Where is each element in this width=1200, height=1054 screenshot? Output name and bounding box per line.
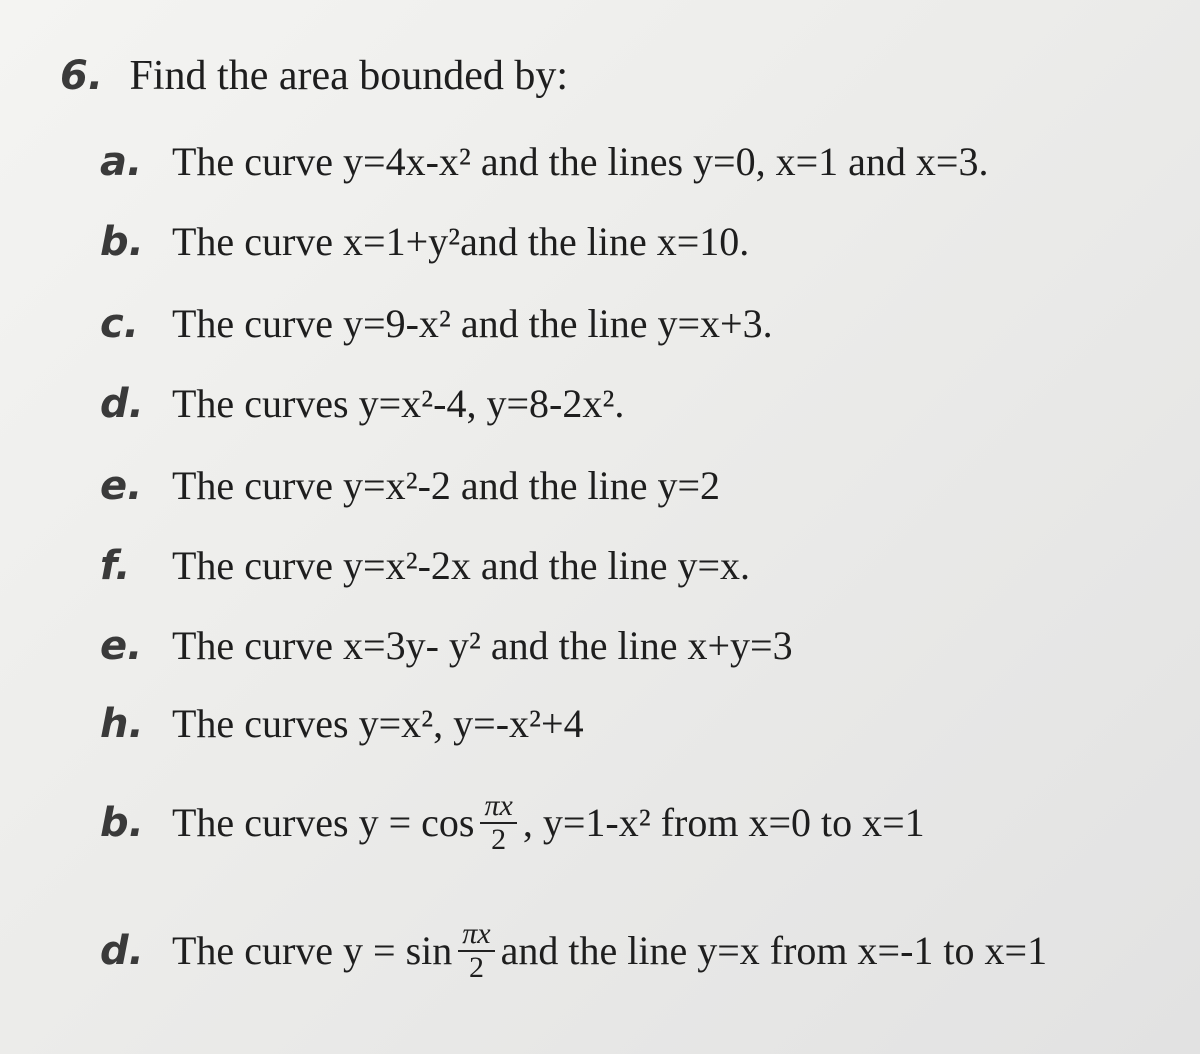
fraction bbox=[458, 918, 494, 983]
item-text-after: , y=1-x² from x=0 to x=1 bbox=[522, 800, 925, 845]
item-label: c. bbox=[100, 300, 139, 347]
item-text: The curve y=4x-x² and the lines y=0, x=1 and x=3. bbox=[172, 139, 989, 184]
list-item bbox=[100, 462, 720, 509]
item-text: The curve x=3y- y² and the line x+y=3 bbox=[172, 623, 793, 668]
item-text: The curves y=x², y=-x²+4 bbox=[172, 701, 584, 746]
fraction-denominator: 2 bbox=[468, 950, 484, 984]
fraction-numerator: πx bbox=[480, 790, 516, 824]
item-label: d. bbox=[100, 380, 144, 427]
list-item bbox=[100, 918, 1047, 983]
list-item bbox=[100, 138, 988, 185]
list-item bbox=[100, 218, 749, 265]
list-item bbox=[100, 700, 584, 747]
item-label: f. bbox=[100, 542, 131, 589]
list-item bbox=[100, 300, 773, 347]
item-label: e. bbox=[100, 622, 143, 669]
list-item bbox=[100, 380, 624, 427]
item-label: a. bbox=[100, 138, 143, 185]
item-text: The curves y=x²-4, y=8-2x². bbox=[172, 381, 625, 426]
item-text-before: The curve y = sin bbox=[172, 928, 453, 973]
item-text-before: The curves y = cos bbox=[172, 800, 475, 845]
item-text: The curve y=x²-2x and the line y=x. bbox=[172, 543, 751, 588]
question-title-text: Find the area bounded by: bbox=[129, 53, 569, 99]
fraction-denominator: 2 bbox=[491, 822, 507, 856]
item-label: h. bbox=[100, 700, 144, 747]
item-label: b. bbox=[100, 218, 144, 265]
list-item bbox=[100, 790, 925, 855]
question-title bbox=[60, 52, 568, 100]
fraction-numerator: πx bbox=[458, 918, 494, 952]
item-text-after: and the line y=x from x=-1 to x=1 bbox=[500, 928, 1048, 973]
fraction bbox=[480, 790, 516, 855]
list-item bbox=[100, 542, 750, 589]
item-text: The curve y=9-x² and the line y=x+3. bbox=[172, 301, 773, 346]
item-label: e. bbox=[100, 462, 143, 509]
item-label: d. bbox=[100, 927, 144, 974]
item-text: The curve y=x²-2 and the line y=2 bbox=[172, 463, 721, 508]
item-text: The curve x=1+y²and the line x=10. bbox=[172, 219, 750, 264]
item-label: b. bbox=[100, 799, 144, 846]
question-number: 6. bbox=[60, 53, 104, 99]
list-item bbox=[100, 622, 793, 669]
